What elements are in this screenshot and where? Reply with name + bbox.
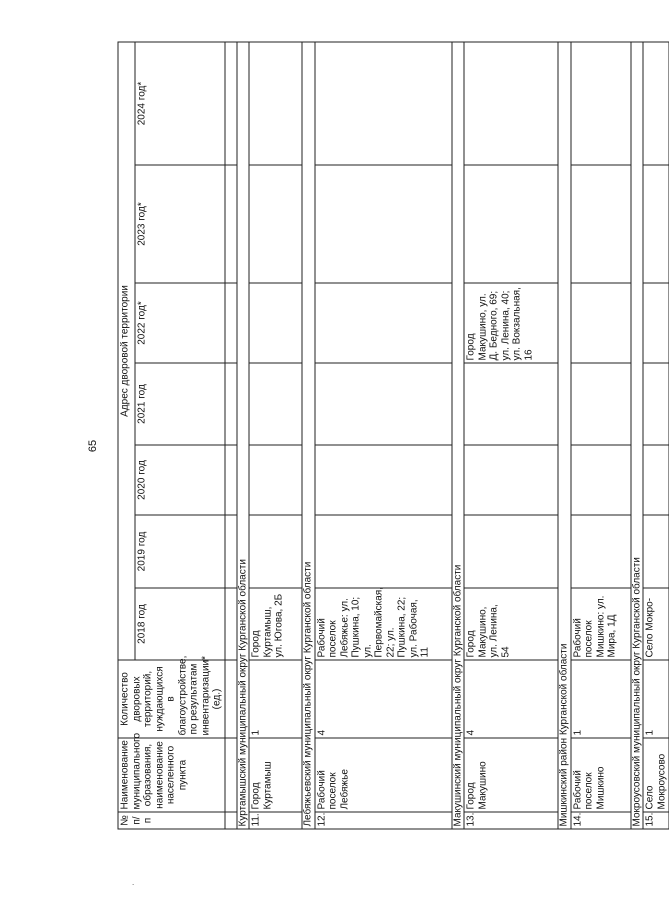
spacer-row (224, 41, 236, 828)
table-row (643, 41, 669, 828)
region-row (302, 41, 315, 828)
cell-2023 (464, 165, 558, 283)
cell-2024 (314, 41, 451, 164)
cell-2022: Город Макушино, ул. Д. Бедного, 69; ул. Ленина, 40; ул. Вокзальная, 16 (464, 283, 558, 363)
cell-2022 (314, 283, 451, 363)
region-title: Макушинский муниципальный округ Курганской области (451, 41, 464, 828)
cell-2020 (643, 445, 669, 515)
cell-2018: Рабочий поселок Мишкино: ул. Мира, 1Д (570, 588, 630, 660)
cell-2018: Город Куртамыш, ул. Югова, 2Б (249, 588, 302, 660)
table-row (464, 41, 558, 828)
region-title: Лебяжьевский муниципальный округ Курганской области (302, 41, 315, 828)
header-year-2023: 2023 год* (134, 165, 224, 283)
table-row (570, 41, 630, 828)
cell-num: 15. (643, 812, 669, 829)
cell-2021 (314, 363, 451, 445)
cell-2023 (314, 165, 451, 283)
header-year-2022: 2022 год* (134, 283, 224, 363)
cell-2024 (249, 41, 302, 164)
cell-name: Рабочий поселок Лебяжье (314, 738, 451, 812)
cell-num: 12. (314, 812, 451, 829)
region-row (236, 41, 249, 828)
cell-2019 (570, 515, 630, 588)
cell-count: 4 (464, 660, 558, 738)
cell-2020 (249, 445, 302, 515)
cell-2024 (464, 41, 558, 164)
cell-2020 (314, 445, 451, 515)
cell-2019 (314, 515, 451, 588)
region-row (558, 41, 571, 828)
cell-count: 1 (643, 660, 669, 738)
cell-2023 (643, 165, 669, 283)
cell-2023 (249, 165, 302, 283)
region-title: Мокроусовский муниципальный округ Курганской области (630, 41, 643, 828)
stray-mark: . (132, 878, 135, 887)
region-title: Куртамышский муниципальный округ Курганской области (236, 41, 249, 828)
cell-2020 (570, 445, 630, 515)
cell-name: Город Макушино (464, 738, 558, 812)
cell-count: 4 (314, 660, 451, 738)
courtyard-table (117, 41, 669, 829)
header-year-2024: 2024 год* (134, 41, 224, 164)
region-row (451, 41, 464, 828)
cell-name: Город Куртамыш (249, 738, 302, 812)
cell-2022 (570, 283, 630, 363)
cell-num: 13. (464, 812, 558, 829)
cell-2019 (643, 515, 669, 588)
header-year-2019: 2019 год (134, 515, 224, 588)
cell-2022 (643, 283, 669, 363)
header-year-2021: 2021 год (134, 363, 224, 445)
cell-2020 (464, 445, 558, 515)
cell-2019 (249, 515, 302, 588)
cell-2023 (570, 165, 630, 283)
header-count: Количество дворовых территорий, нуждающихся в благоустройстве, по результатам инвентаризации* (ед.) (118, 660, 225, 738)
region-row (630, 41, 643, 828)
table-row (314, 41, 451, 828)
cell-num: 14. (570, 812, 630, 829)
cell-2024 (570, 41, 630, 164)
cell-2018: Село Мокро- (643, 588, 669, 660)
header-name: Наименование муниципального образования, наименование населенного пункта (118, 738, 225, 812)
page-number: 65 (87, 439, 99, 453)
cell-num: 11. (249, 812, 302, 829)
cell-name: Село Мокроусово (643, 738, 669, 812)
header-year-2018: 2018 год (134, 588, 224, 660)
cell-2018: Город Макушино, ул. Ленина, 54 (464, 588, 558, 660)
cell-2018: Рабочий поселок Лебяжье: ул. Пушкина, 10; ул. Первомайская, 22; ул. Пушкина, 22; ул. Рабочая, 11 (314, 588, 451, 660)
cell-2022 (249, 283, 302, 363)
header-num: № п/п (118, 812, 225, 829)
header-address: Адрес дворовой территории (118, 41, 135, 659)
cell-name: Рабочий поселок Мишкино (570, 738, 630, 812)
rotated-table-wrapper (117, 42, 667, 829)
cell-2021 (464, 363, 558, 445)
cell-count: 1 (570, 660, 630, 738)
table-row (249, 41, 302, 828)
cell-2021 (643, 363, 669, 445)
cell-count: 1 (249, 660, 302, 738)
cell-2021 (249, 363, 302, 445)
header-year-2020: 2020 год (134, 445, 224, 515)
cell-2019 (464, 515, 558, 588)
region-title: Мишкинский район Курганской области (558, 41, 571, 828)
cell-2021 (570, 363, 630, 445)
cell-2024 (643, 41, 669, 164)
